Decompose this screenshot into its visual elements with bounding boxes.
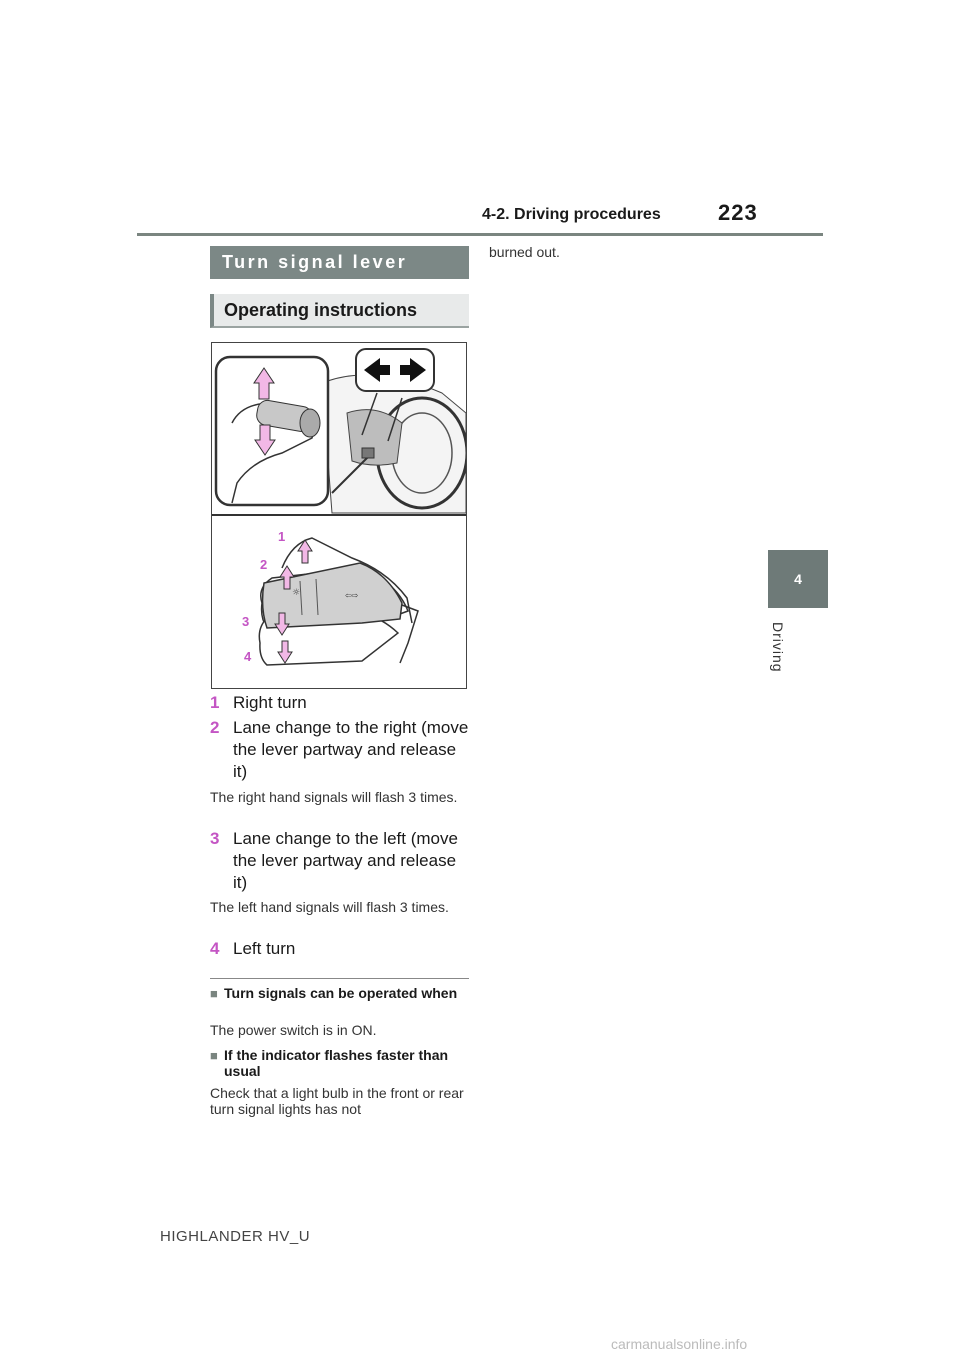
step-2-note: The right hand signals will flash 3 times. [210, 789, 458, 805]
section-title-bar: Turn signal lever [210, 246, 469, 279]
step-4: 4 Left turn [210, 939, 296, 958]
turn-signal-illustration [211, 342, 467, 689]
square-bullet-icon: ■ [210, 1048, 218, 1063]
footer-model: HIGHLANDER HV_U [160, 1228, 311, 1245]
step-2: 2 Lane change to the right (move the lever partway and release it) [210, 718, 469, 781]
callout-4: 4 [244, 649, 252, 664]
square-bullet-icon: ■ [210, 986, 218, 1001]
column2-continuation: burned out. [489, 244, 560, 260]
section-divider [210, 978, 469, 979]
body-indicator-flashes-faster: Check that a light bulb in the front or rear turn signal lights has not [210, 1085, 464, 1117]
header-section-title: 4-2. Driving procedures [482, 206, 661, 223]
header-rule [137, 233, 823, 236]
callout-2: 2 [260, 557, 268, 572]
step-3: 3 Lane change to the left (move the lever partway and release it) [210, 829, 458, 892]
svg-text:☼: ☼ [292, 588, 301, 598]
chapter-tab [768, 550, 828, 608]
subsection-title-bar: Operating instructions [210, 294, 469, 328]
body-turn-signals-operated: The power switch is in ON. [210, 1022, 377, 1038]
svg-text:⇦⇨: ⇦⇨ [345, 591, 359, 600]
turn-signal-lever-diagram [212, 343, 466, 688]
callout-3: 3 [242, 614, 250, 629]
callout-1: 1 [278, 529, 286, 544]
watermark: carmanualsonline.info [611, 1336, 748, 1352]
step-1: 1 Right turn [210, 693, 307, 712]
chapter-number: 4 [794, 571, 802, 587]
heading-indicator-flashes-faster: ■ If the indicator flashes faster than usual [210, 1047, 449, 1079]
heading-turn-signals-operated: ■ Turn signals can be operated when [210, 985, 458, 1001]
step-3-note: The left hand signals will flash 3 times. [210, 899, 449, 915]
page-number: 223 [718, 200, 758, 225]
chapter-label: Driving [770, 622, 786, 673]
